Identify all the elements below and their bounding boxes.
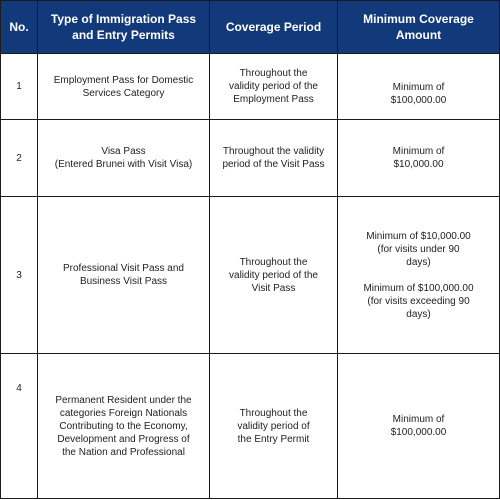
coverage-period-line: Employment Pass — [233, 94, 314, 105]
minimum-coverage-line: Minimum of — [392, 146, 445, 157]
table-row — [1, 120, 500, 197]
minimum-coverage-line: days) — [406, 308, 431, 320]
pass-type-line: Development and Progress of — [57, 433, 190, 445]
minimum-coverage-cell — [338, 54, 500, 120]
minimum-coverage-line: $100,000.00 — [390, 427, 447, 438]
row-number: 2 — [1, 120, 38, 197]
header-type: Type of Immigration Pass and Entry Permits — [38, 1, 210, 54]
minimum-coverage-block — [345, 413, 492, 439]
coverage-period-line: validity period of the — [229, 269, 318, 281]
pass-type-line: Visa Pass — [101, 146, 146, 157]
pass-type-line: Business Visit Pass — [79, 276, 168, 287]
pass-type-line: Contributing to the Economy, — [59, 420, 188, 432]
minimum-coverage-block — [345, 81, 492, 107]
pass-type-line: categories Foreign Nationals — [59, 407, 188, 419]
table-row — [1, 354, 500, 499]
header-no: No. — [1, 1, 38, 54]
row-number: 4 — [1, 354, 38, 499]
pass-type-line: Services Category — [82, 87, 165, 99]
row-number: 3 — [1, 197, 38, 354]
minimum-coverage-line: Minimum of $100,000.00 — [363, 282, 474, 294]
coverage-period-cell — [210, 54, 338, 120]
minimum-coverage-block — [345, 282, 492, 321]
row-number: 1 — [1, 54, 38, 120]
table-header-row — [1, 1, 500, 54]
coverage-period-line: Visit Pass — [251, 282, 296, 294]
header-coverage-period: Coverage Period — [210, 1, 338, 54]
minimum-coverage-cell — [338, 354, 500, 499]
minimum-coverage-line: (for visits under 90 — [377, 243, 460, 255]
minimum-coverage-line: days) — [406, 256, 431, 268]
coverage-period-line: validity period of — [237, 420, 310, 432]
coverage-period-line: validity period of the — [229, 81, 318, 92]
coverage-period-cell — [210, 120, 338, 197]
pass-type-line: Permanent Resident under the — [55, 394, 192, 406]
pass-type-cell — [38, 54, 210, 120]
minimum-coverage-line: $100,000.00 — [390, 95, 447, 106]
pass-type-line: (Entered Brunei with Visit Visa) — [54, 159, 193, 170]
minimum-coverage-cell — [338, 120, 500, 197]
minimum-coverage-line: Minimum of — [392, 82, 445, 93]
pass-type-line: Professional Visit Pass and — [63, 263, 184, 274]
pass-type-line: Employment Pass for Domestic — [53, 74, 194, 86]
pass-type-cell — [38, 120, 210, 197]
minimum-coverage-line: Minimum of — [392, 414, 445, 425]
header-minimum-coverage: Minimum Coverage Amount — [338, 1, 500, 54]
table-row — [1, 54, 500, 120]
minimum-coverage-block — [345, 145, 492, 171]
coverage-period-line: Throughout the — [239, 256, 308, 268]
coverage-period-line: Throughout the validity — [222, 146, 325, 157]
coverage-period-line: Throughout the — [239, 68, 308, 79]
coverage-period-cell — [210, 197, 338, 354]
table-row — [1, 197, 500, 354]
minimum-coverage-line: Minimum of $10,000.00 — [366, 230, 471, 242]
minimum-coverage-line: $10,000.00 — [393, 159, 444, 170]
minimum-coverage-block — [345, 230, 492, 269]
coverage-period-line: Throughout the — [239, 407, 308, 419]
minimum-coverage-line: (for visits exceeding 90 — [367, 295, 470, 307]
pass-type-cell — [38, 354, 210, 499]
pass-type-line: the Nation and Professional — [62, 446, 185, 458]
coverage-period-cell — [210, 354, 338, 499]
coverage-period-line: the Entry Permit — [237, 433, 310, 445]
minimum-coverage-cell — [338, 197, 500, 354]
coverage-period-line: period of the Visit Pass — [222, 159, 325, 170]
pass-type-cell — [38, 197, 210, 354]
